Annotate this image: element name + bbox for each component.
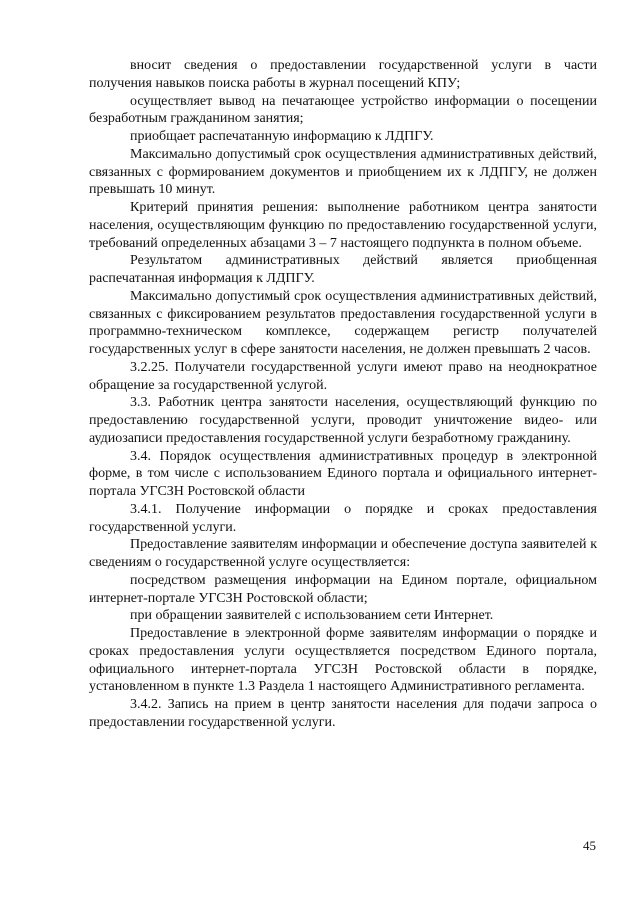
paragraph-9: 3.3. Работник центра занятости населения, осуществляющий функцию по предоставлению государственной услуги, проводит уничтожение видео- или аудиозаписи предоставления государственной услуги безработному гражданину. bbox=[89, 395, 597, 446]
paragraph-3: приобщает распечатанную информацию к ЛДПГУ. bbox=[130, 129, 434, 144]
paragraph-4: Максимально допустимый срок осуществления административных действий, связанных с формированием документов и приобщением их к ЛДПГУ, не должен превышать 10 минут. bbox=[89, 146, 597, 198]
paragraph-12: Предоставление заявителям информации и обеспечение доступа заявителей к сведениям о государственной услуге осуществляется: bbox=[89, 537, 597, 570]
paragraph-5: Критерий принятия решения: выполнение работником центра занятости населения, осуществляющим функцию по предоставлению государственной услуги, требований определенных абзацами 3 – 7 настоящего подпункта в полном объеме. bbox=[89, 200, 597, 251]
paragraph-16: 3.4.2. Запись на прием в центр занятости населения для подачи запроса о предоставлении государственной услуги. bbox=[89, 697, 597, 730]
paragraph-6: Результатом административных действий является приобщенная распечатанная информация к ЛДПГУ. bbox=[89, 253, 597, 286]
paragraph-7: Максимально допустимый срок осуществления административных действий, связанных с фиксированием результатов предоставления государственной услуги в программно-техническом комплексе, содержащем регистр получателей государственных услуг в сфере занятости населения, не должен превышать 2 часов. bbox=[89, 288, 597, 357]
body-text bbox=[89, 57, 597, 732]
paragraph-8: 3.2.25. Получатели государственной услуги имеют право на неоднократное обращение за государственной услугой. bbox=[89, 359, 597, 393]
paragraph-14: при обращении заявителей с использованием сети Интернет. bbox=[130, 608, 494, 624]
paragraph-10: 3.4. Порядок осуществления административных процедур в электронной форме, в том числе с использованием Единого портала и официального интернет-портала УГСЗН Ростовской области bbox=[89, 448, 597, 499]
paragraph-2: осуществляет вывод на печатающее устройство информации о посещении безработным гражданином занятия; bbox=[89, 93, 597, 127]
paragraph-13: посредством размещения информации на Едином портале, официальном интернет-портале УГСЗН Ростовской области; bbox=[89, 572, 597, 606]
paragraph-15: Предоставление в электронной форме заявителям информации о порядке и сроках предоставления услуги осуществляется посредством Единого портала, официального интернет-портала УГСЗН Ростовской области в порядке, установленном в пункте 1.3 Раздела 1 настоящего Административного регламента. bbox=[89, 626, 597, 695]
paragraph-1: вносит сведения о предоставлении государственной услуги в части получения навыков поиска работы в журнал посещений КПУ; bbox=[89, 58, 597, 91]
paragraph-11: 3.4.1. Получение информации о порядке и сроках предоставления государственной услуги. bbox=[89, 501, 597, 535]
page-number: 45 bbox=[583, 838, 596, 853]
